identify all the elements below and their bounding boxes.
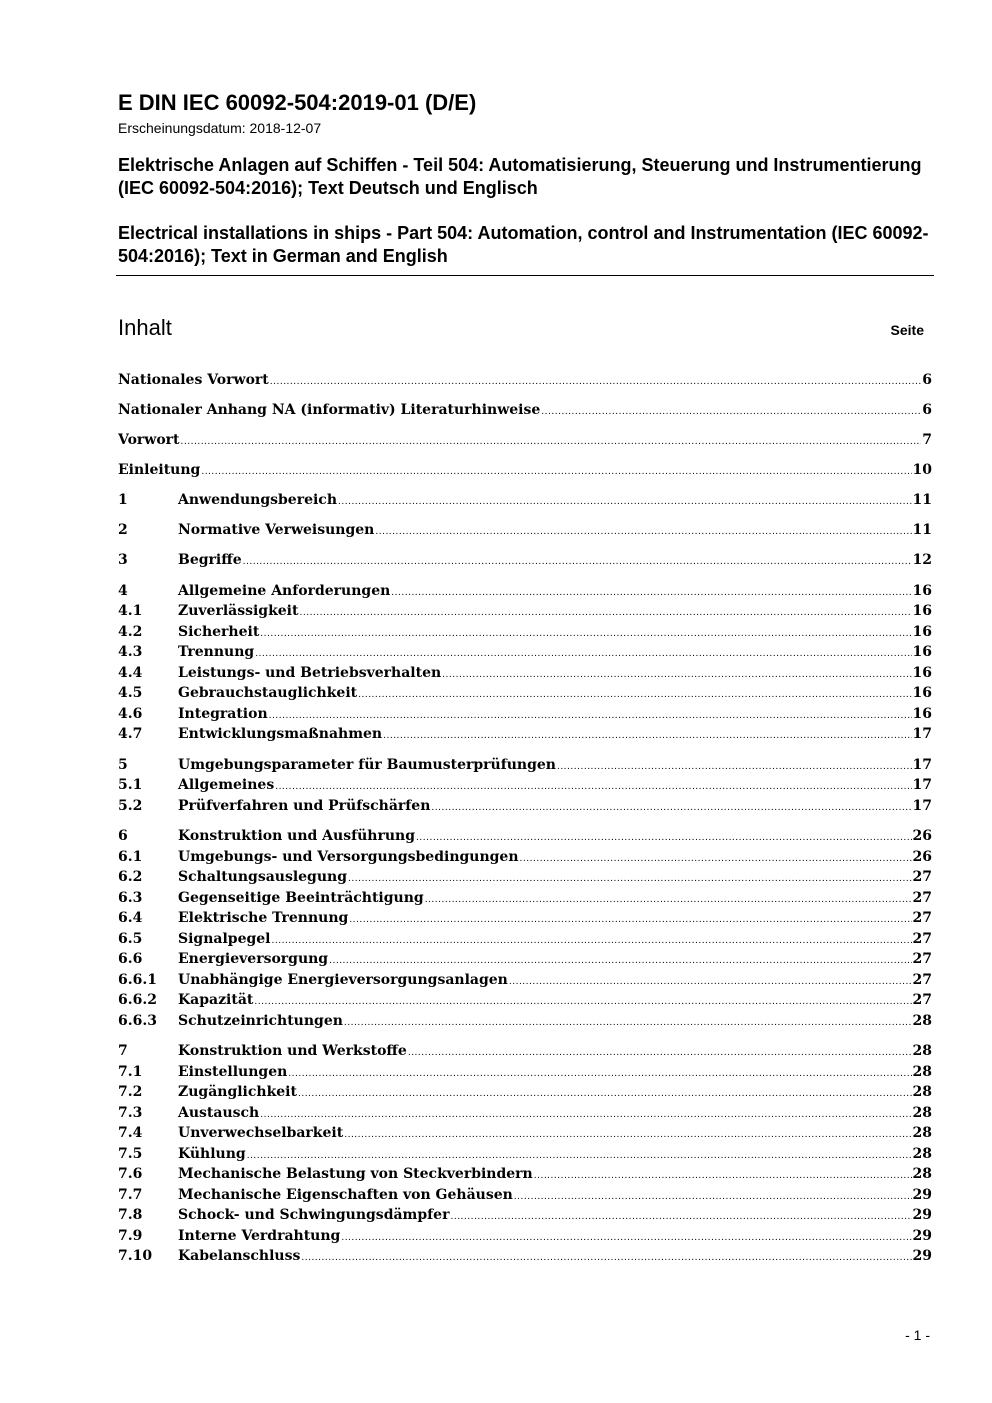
toc-entry-title: Schaltungsauslegung (178, 869, 347, 885)
toc-entry-page: 10 (912, 462, 932, 478)
contents-heading: Inhalt (118, 315, 172, 340)
toc-dot-leader (299, 603, 911, 622)
toc-entry-page: 28 (912, 1043, 932, 1059)
toc-entry-title: Konstruktion und Ausführung (178, 828, 416, 844)
toc-entry-number: 3 (118, 552, 128, 568)
toc-entry[interactable] (118, 400, 932, 421)
toc-entry[interactable] (118, 704, 932, 725)
toc-dot-leader (298, 1084, 912, 1103)
toc-entry-title: Nationales Vorwort (118, 372, 269, 388)
toc-entry-title: Integration (178, 705, 268, 722)
toc-entry-title: Sicherheit (178, 623, 260, 640)
toc-entry-title: Vorwort (118, 432, 180, 448)
toc-dot-leader (431, 798, 911, 817)
toc-entry-title: Austausch (178, 1104, 260, 1121)
toc-entry-title: Prüfverfahren und Prüfschärfen (178, 797, 431, 814)
toc-entry-title: Allgemeines (178, 777, 275, 793)
toc-entry-title: Unabhängige Energieversorgungsanlagen (178, 971, 508, 988)
toc-entry[interactable] (118, 1205, 932, 1226)
toc-entry-title: Mechanische Eigenschaften von Gehäusen (178, 1186, 513, 1203)
toc-entry-page: 16 (912, 664, 932, 681)
toc-entry-number: 4.7 (118, 726, 143, 742)
toc-dot-leader (181, 432, 922, 451)
toc-entry-page: 28 (912, 1145, 932, 1162)
toc-dot-leader (270, 372, 922, 391)
toc-entry-number: 6.6.1 (118, 971, 157, 988)
toc-entry-number: 7.9 (118, 1227, 143, 1244)
toc-entry[interactable] (118, 1041, 932, 1062)
toc-entry[interactable] (118, 724, 932, 745)
toc-entry-page: 16 (912, 705, 932, 722)
toc-entry[interactable] (118, 1011, 932, 1032)
toc-dot-leader (247, 1146, 912, 1165)
toc-entry[interactable] (118, 663, 932, 684)
toc-entry-title: Anwendungsbereich (178, 492, 337, 508)
toc-entry[interactable] (118, 908, 932, 929)
toc-dot-leader (201, 462, 911, 481)
toc-entry[interactable] (118, 1144, 932, 1165)
toc-entry-number: 7.5 (118, 1145, 143, 1162)
toc-dot-leader (243, 552, 912, 571)
toc-dot-leader (425, 890, 912, 909)
toc-entry-page: 27 (912, 910, 932, 926)
toc-entry-page: 28 (912, 1166, 932, 1182)
toc-entry-page: 16 (912, 644, 932, 660)
toc-entry[interactable] (118, 1082, 932, 1103)
toc-entry[interactable] (118, 601, 932, 622)
toc-entry[interactable] (118, 520, 932, 541)
toc-entry-page: 17 (912, 726, 932, 742)
toc-entry-title: Trennung (178, 644, 255, 660)
toc-entry[interactable] (118, 1103, 932, 1124)
toc-entry-page: 6 (922, 402, 932, 418)
toc-entry-number: 7.7 (118, 1186, 143, 1203)
toc-entry-title: Mechanische Belastung von Steckverbindern (178, 1166, 533, 1182)
toc-dot-leader (260, 1105, 911, 1124)
toc-dot-leader (557, 757, 912, 776)
toc-entry-page: 26 (912, 848, 932, 865)
toc-entry[interactable] (118, 888, 932, 909)
toc-dot-leader (358, 685, 911, 704)
document-header (118, 88, 934, 268)
toc-entry-number: 7.8 (118, 1207, 143, 1223)
toc-entry-page: 16 (912, 623, 932, 640)
toc-entry-page: 7 (922, 432, 932, 448)
toc-dot-leader (255, 644, 911, 663)
toc-entry-number: 6.3 (118, 889, 143, 906)
toc-entry-page: 28 (912, 1084, 932, 1100)
toc-entry-title: Umgebungs- und Versorgungsbedingungen (178, 848, 519, 865)
toc-entry-title: Elektrische Trennung (178, 910, 349, 926)
toc-entry-title: Kabelanschluss (178, 1248, 301, 1264)
toc-entry-title: Normative Verweisungen (178, 522, 375, 538)
toc-entry-page: 11 (912, 492, 932, 508)
toc-entry-number: 7.10 (118, 1248, 153, 1264)
toc-entry-page: 17 (912, 777, 932, 793)
toc-entry-number: 4.2 (118, 623, 143, 640)
toc-dot-leader (344, 1125, 911, 1144)
toc-entry-number: 5.1 (118, 777, 143, 793)
toc-entry-number: 7.4 (118, 1125, 143, 1141)
toc-entry-title: Energieversorgung (178, 951, 329, 967)
toc-entry-title: Schock- und Schwingungsdämpfer (178, 1207, 450, 1223)
toc-entry-page: 29 (912, 1227, 932, 1244)
toc-dot-leader (391, 583, 911, 602)
toc-entry-page: 16 (912, 603, 932, 619)
toc-entry-number: 4.5 (118, 685, 143, 701)
toc-entry-title: Kühlung (178, 1145, 246, 1162)
toc-entry-title: Entwicklungsmaßnahmen (178, 726, 383, 742)
document-id: E DIN IEC 60092-504:2019-01 (D/E) (118, 90, 477, 115)
toc-entry[interactable] (118, 430, 932, 451)
toc-entry[interactable] (118, 990, 932, 1011)
toc-entry-page: 28 (912, 1012, 932, 1029)
toc-entry[interactable] (118, 1246, 932, 1267)
toc-entry-number: 7.2 (118, 1084, 143, 1100)
toc-entry[interactable] (118, 1164, 932, 1185)
toc-entry-number: 4.6 (118, 705, 143, 722)
toc-entry-title: Gegenseitige Beeinträchtigung (178, 889, 424, 906)
toc-entry-title: Allgemeine Anforderungen (178, 582, 391, 599)
toc-entry-number: 6.6.2 (118, 992, 157, 1008)
toc-dot-leader (272, 931, 912, 950)
toc-entry[interactable] (118, 826, 932, 847)
toc-dot-leader (344, 1013, 912, 1032)
toc-entry-page: 6 (922, 372, 932, 388)
toc-entry[interactable] (118, 370, 932, 391)
toc-entry-page: 29 (912, 1207, 932, 1223)
toc-entry-page: 28 (912, 1104, 932, 1121)
toc-dot-leader (541, 402, 921, 421)
toc-entry-number: 7.6 (118, 1166, 143, 1182)
toc-entry-page: 27 (912, 992, 932, 1008)
toc-entry-title: Konstruktion und Werkstoffe (178, 1043, 407, 1059)
toc-dot-leader (514, 1187, 912, 1206)
toc-entry-page: 26 (912, 828, 932, 844)
toc-entry-title: Interne Verdrahtung (178, 1227, 341, 1244)
toc-entry-title: Gebrauchstauglichkeit (178, 685, 358, 701)
toc-dot-leader (349, 910, 911, 929)
toc-entry-number: 6.1 (118, 848, 143, 865)
header-divider (116, 275, 934, 276)
toc-entry-page: 12 (912, 552, 932, 568)
page-number: - 1 - (905, 1327, 930, 1343)
toc-entry[interactable] (118, 490, 932, 511)
toc-dot-leader (269, 706, 912, 725)
toc-entry-page: 16 (912, 582, 932, 599)
toc-entry[interactable] (118, 1226, 932, 1247)
toc-entry-page: 27 (912, 930, 932, 947)
toc-entry-title: Schutzeinrichtungen (178, 1012, 343, 1029)
toc-dot-leader (348, 869, 912, 888)
toc-entry-page: 27 (912, 869, 932, 885)
toc-entry-number: 7.3 (118, 1104, 143, 1121)
table-of-contents (118, 370, 932, 1267)
toc-entry-number: 6.6.3 (118, 1012, 157, 1029)
toc-entry-number: 6.4 (118, 910, 143, 926)
toc-entry[interactable] (118, 1123, 932, 1144)
toc-dot-leader (442, 665, 911, 684)
toc-entry-title: Leistungs- und Betriebsverhalten (178, 664, 442, 681)
toc-entry-number: 6 (118, 828, 128, 844)
toc-dot-leader (509, 972, 912, 991)
toc-entry[interactable] (118, 970, 932, 991)
toc-entry-number: 2 (118, 522, 128, 538)
toc-entry-number: 6.5 (118, 930, 143, 947)
toc-entry[interactable] (118, 949, 932, 970)
toc-entry-number: 6.2 (118, 869, 143, 885)
toc-entry-number: 4.4 (118, 664, 143, 681)
toc-entry-title: Kapazität (178, 992, 254, 1008)
toc-entry[interactable] (118, 775, 932, 796)
toc-entry-page: 16 (912, 685, 932, 701)
toc-entry[interactable] (118, 622, 932, 643)
toc-dot-leader (260, 624, 911, 643)
toc-dot-leader (254, 992, 911, 1011)
toc-entry-page: 28 (912, 1125, 932, 1141)
toc-entry-title: Zuverlässigkeit (178, 603, 299, 619)
toc-dot-leader (329, 951, 911, 970)
toc-entry[interactable] (118, 847, 932, 868)
toc-entry-title: Einleitung (118, 462, 201, 478)
toc-entry-number: 1 (118, 492, 128, 508)
toc-entry[interactable] (118, 550, 932, 571)
toc-dot-leader (416, 828, 912, 847)
toc-entry-page: 29 (912, 1186, 932, 1203)
toc-entry-title: Umgebungsparameter für Baumusterprüfungen (178, 756, 556, 773)
toc-entry-page: 27 (912, 971, 932, 988)
toc-entry-page: 27 (912, 889, 932, 906)
toc-entry[interactable] (118, 1062, 932, 1083)
toc-entry-page: 28 (912, 1063, 932, 1080)
toc-dot-leader (383, 726, 911, 745)
title-english: Electrical installations in ships - Part 504: Automation, control and Instrumentation (IEC 60092-504:2016); Text in German and English (118, 223, 929, 266)
toc-entry-title: Einstellungen (178, 1063, 288, 1080)
toc-entry[interactable] (118, 460, 932, 481)
toc-entry[interactable] (118, 755, 932, 776)
toc-entry-number: 5 (118, 756, 128, 773)
toc-entry[interactable] (118, 642, 932, 663)
toc-entry-title: Begriffe (178, 552, 242, 568)
toc-entry-page: 29 (912, 1248, 932, 1264)
publication-date: Erscheinungsdatum: 2018-12-07 (118, 120, 322, 136)
toc-entry[interactable] (118, 867, 932, 888)
toc-entry-number: 7.1 (118, 1063, 143, 1080)
toc-entry-number: 4.1 (118, 603, 143, 619)
toc-entry-page: 17 (912, 797, 932, 814)
toc-entry-number: 4 (118, 582, 128, 599)
toc-entry[interactable] (118, 929, 932, 950)
page-column-heading: Seite (890, 322, 924, 338)
toc-entry[interactable] (118, 683, 932, 704)
toc-dot-leader (520, 849, 912, 868)
title-german: Elektrische Anlagen auf Schiffen - Teil 504: Automatisierung, Steuerung und Instrumentierung (IEC 60092-504:2016); Text Deutsch und Englisch (118, 155, 922, 198)
toc-dot-leader (338, 492, 912, 511)
toc-entry-number: 5.2 (118, 797, 143, 814)
toc-entry-title: Nationaler Anhang NA (informativ) Literaturhinweise (118, 402, 541, 418)
toc-dot-leader (341, 1228, 911, 1247)
toc-entry-title: Signalpegel (178, 930, 271, 947)
toc-dot-leader (288, 1064, 911, 1083)
toc-dot-leader (450, 1207, 911, 1226)
toc-entry-number: 6.6 (118, 951, 143, 967)
toc-dot-leader (301, 1248, 911, 1267)
toc-dot-leader (375, 522, 911, 541)
toc-entry-title: Zugänglichkeit (178, 1084, 297, 1100)
toc-dot-leader (408, 1043, 912, 1062)
toc-dot-leader (275, 777, 911, 796)
toc-entry[interactable] (118, 796, 932, 817)
toc-entry-page: 17 (912, 756, 932, 773)
toc-entry-title: Unverwechselbarkeit (178, 1125, 344, 1141)
toc-entry-page: 11 (912, 522, 932, 538)
toc-entry[interactable] (118, 1185, 932, 1206)
toc-entry-number: 4.3 (118, 644, 143, 660)
toc-entry-number: 7 (118, 1043, 128, 1059)
toc-entry[interactable] (118, 581, 932, 602)
toc-dot-leader (534, 1166, 912, 1185)
toc-entry-page: 27 (912, 951, 932, 967)
